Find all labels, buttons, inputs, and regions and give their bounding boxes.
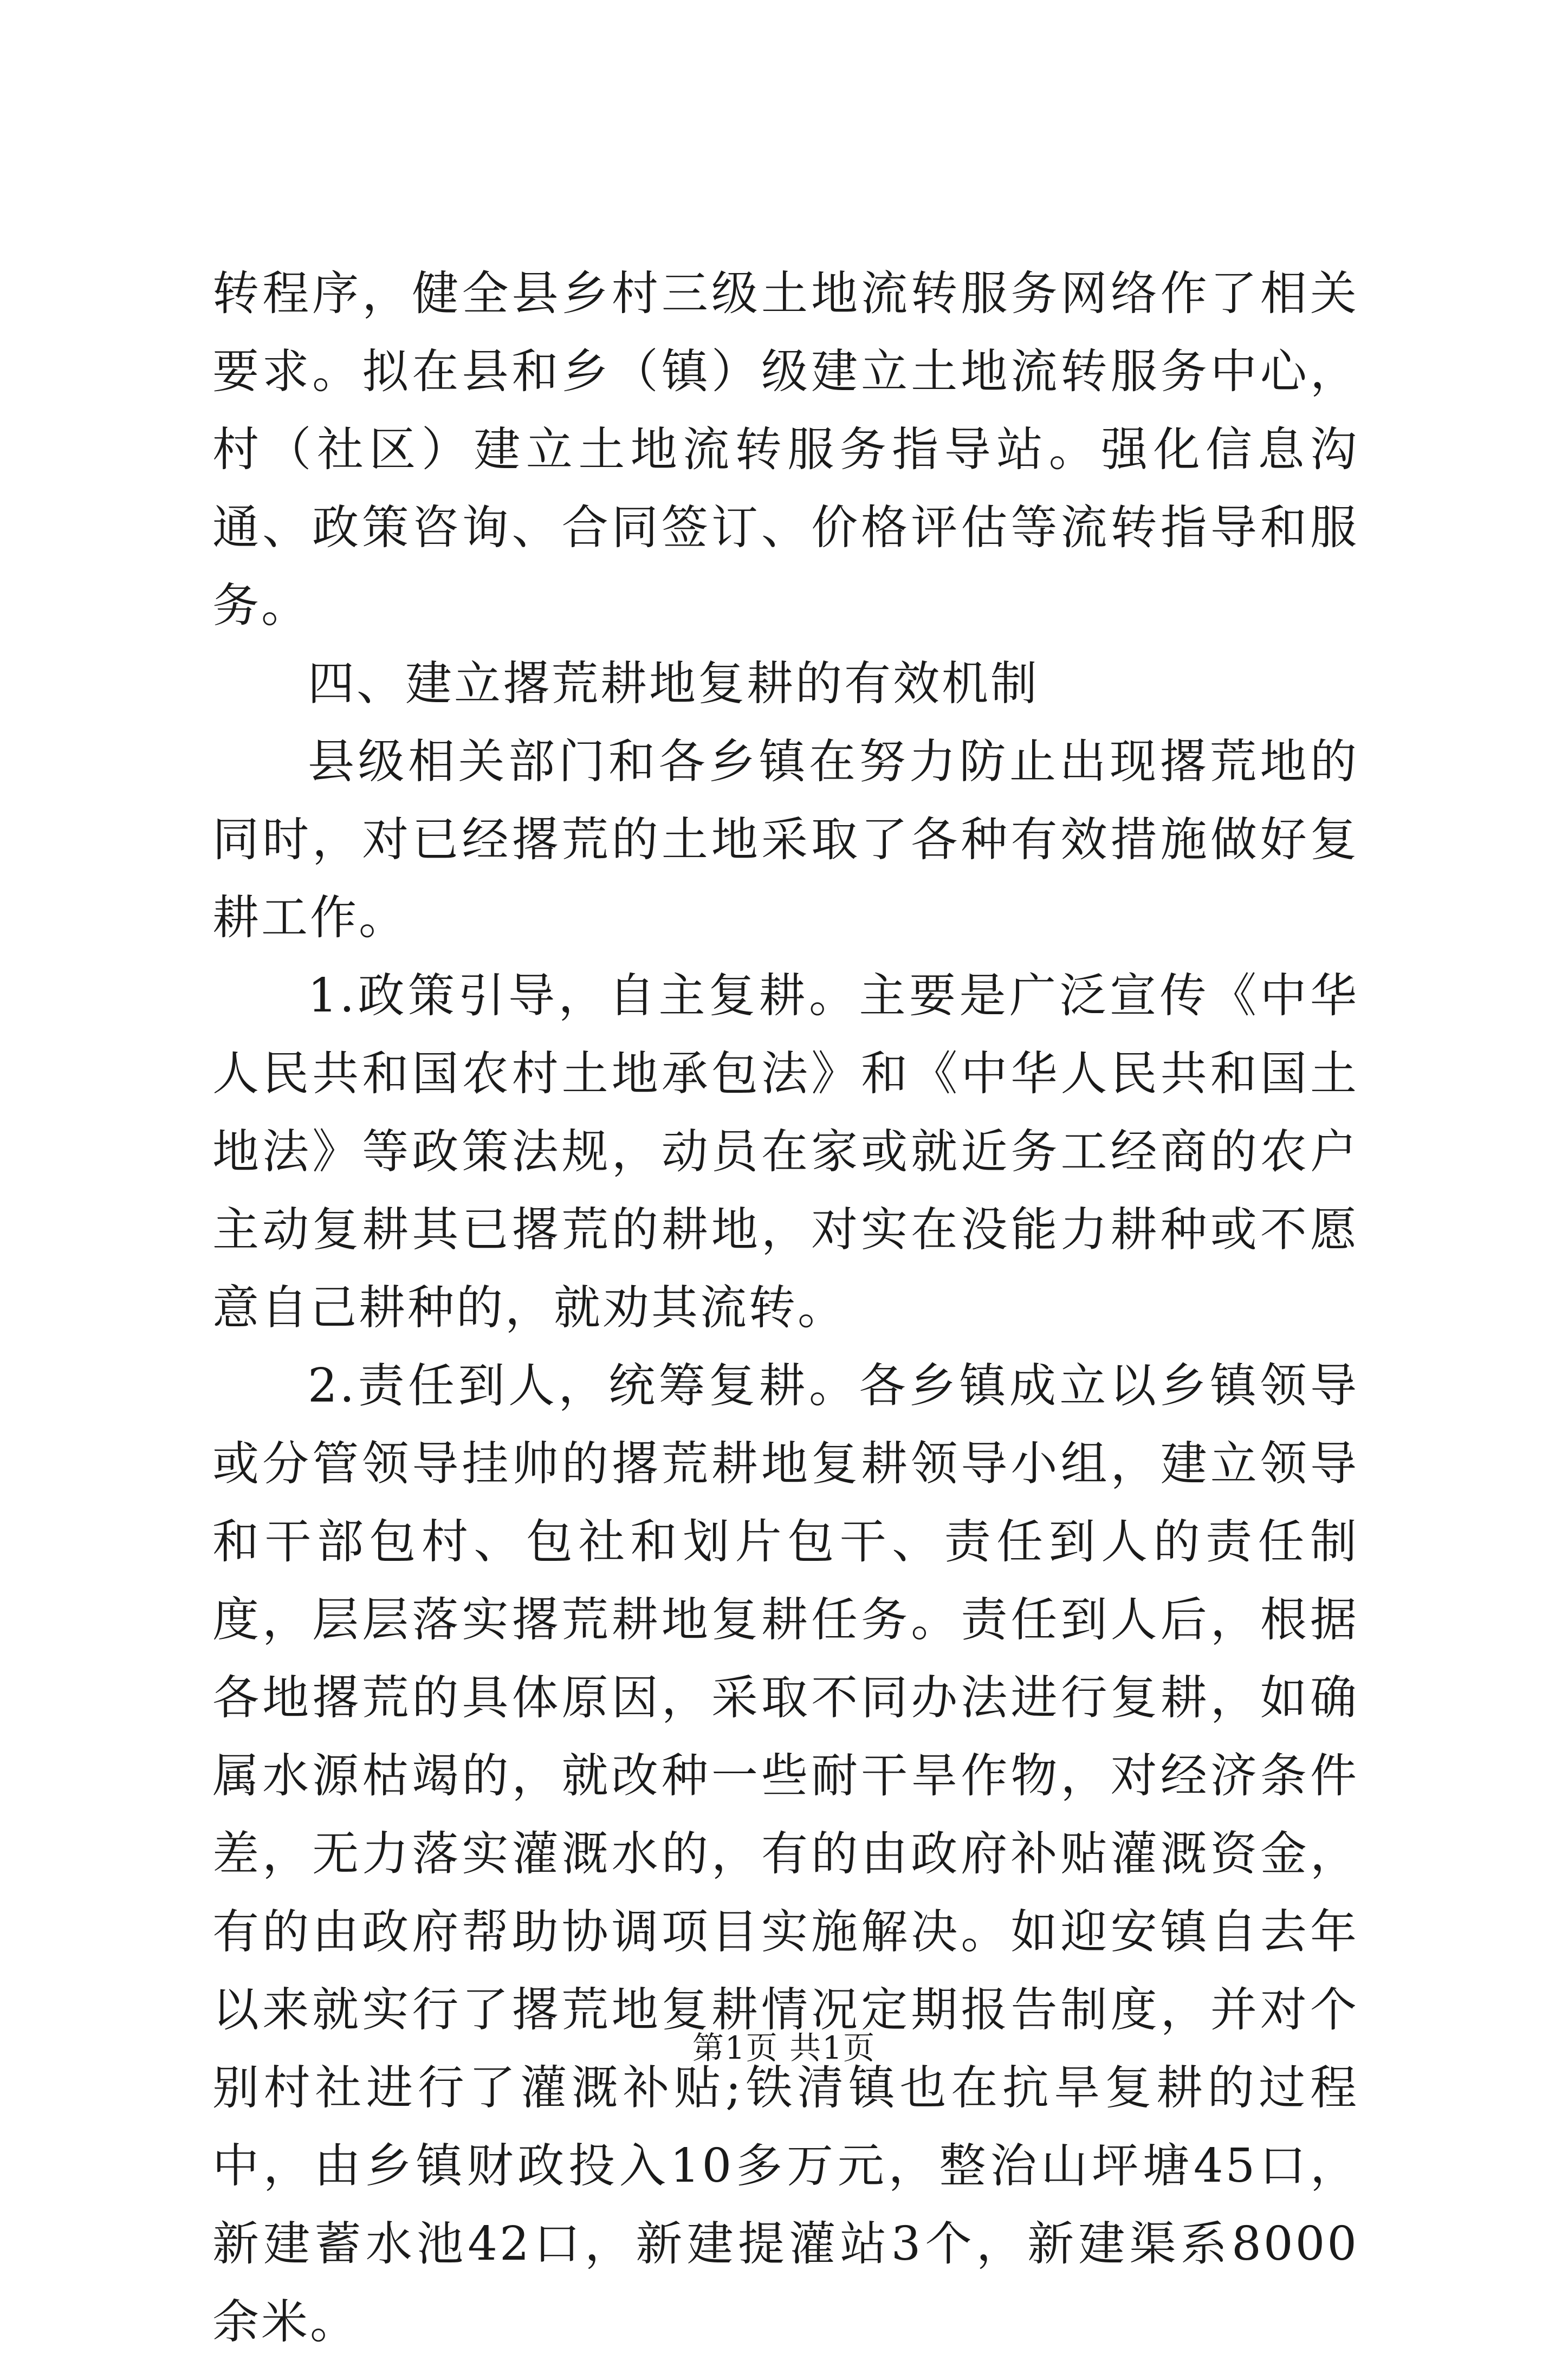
page-footer: 第1页 共1页: [692, 2029, 876, 2066]
section-heading: 四、建立撂荒耕地复耕的有效机制: [308, 657, 1039, 711]
paragraph-continuation: 转程序，健全县乡村三级土地流转服务网络作了相关要求。拟在县和乡（镇）级建立土地流转服务中心，村（社区）建立土地流转服务指导站。强化信息沟通、政策咨询、合同签订、价格评估等流转指导和服务。: [212, 267, 1359, 633]
paragraph-item-2: 2.责任到人，统筹复耕。各乡镇成立以乡镇领导或分管领导挂帅的撂荒耕地复耕领导小组，建立领导和干部包村、包社和划片包干、责任到人的责任制度，层层落实撂荒耕地复耕任务。责任到人后，根据各地撂荒的具体原因，采取不同办法进行复耕，如确属水源枯竭的，就改种一些耐干旱作物，对经济条件差，无力落实灌溉水的，有的由政府补贴灌溉资金，有的由政府帮助协调项目实施解决。如迎安镇自去年以来就实行了撂荒地复耕情况定期报告制度，并对个别村社进行了灌溉补贴;铁清镇也在抗旱复耕的过程中，由乡镇财政投入10多万元，整治山坪塘45口，新建蓄水池42口，新建提灌站3个，新建渠系8000余米。: [212, 1359, 1359, 2349]
paragraph-intro: 县级相关部门和各乡镇在努力防止出现撂荒地的同时，对已经撂荒的土地采取了各种有效措施做好复耕工作。: [212, 735, 1359, 945]
paragraph-item-1: 1.政策引导，自主复耕。主要是广泛宣传《中华人民共和国农村土地承包法》和《中华人民共和国土地法》等政策法规，动员在家或就近务工经商的农户主动复耕其已撂荒的耕地，对实在没能力耕种或不愿意自己耕种的，就劝其流转。: [212, 969, 1359, 1335]
